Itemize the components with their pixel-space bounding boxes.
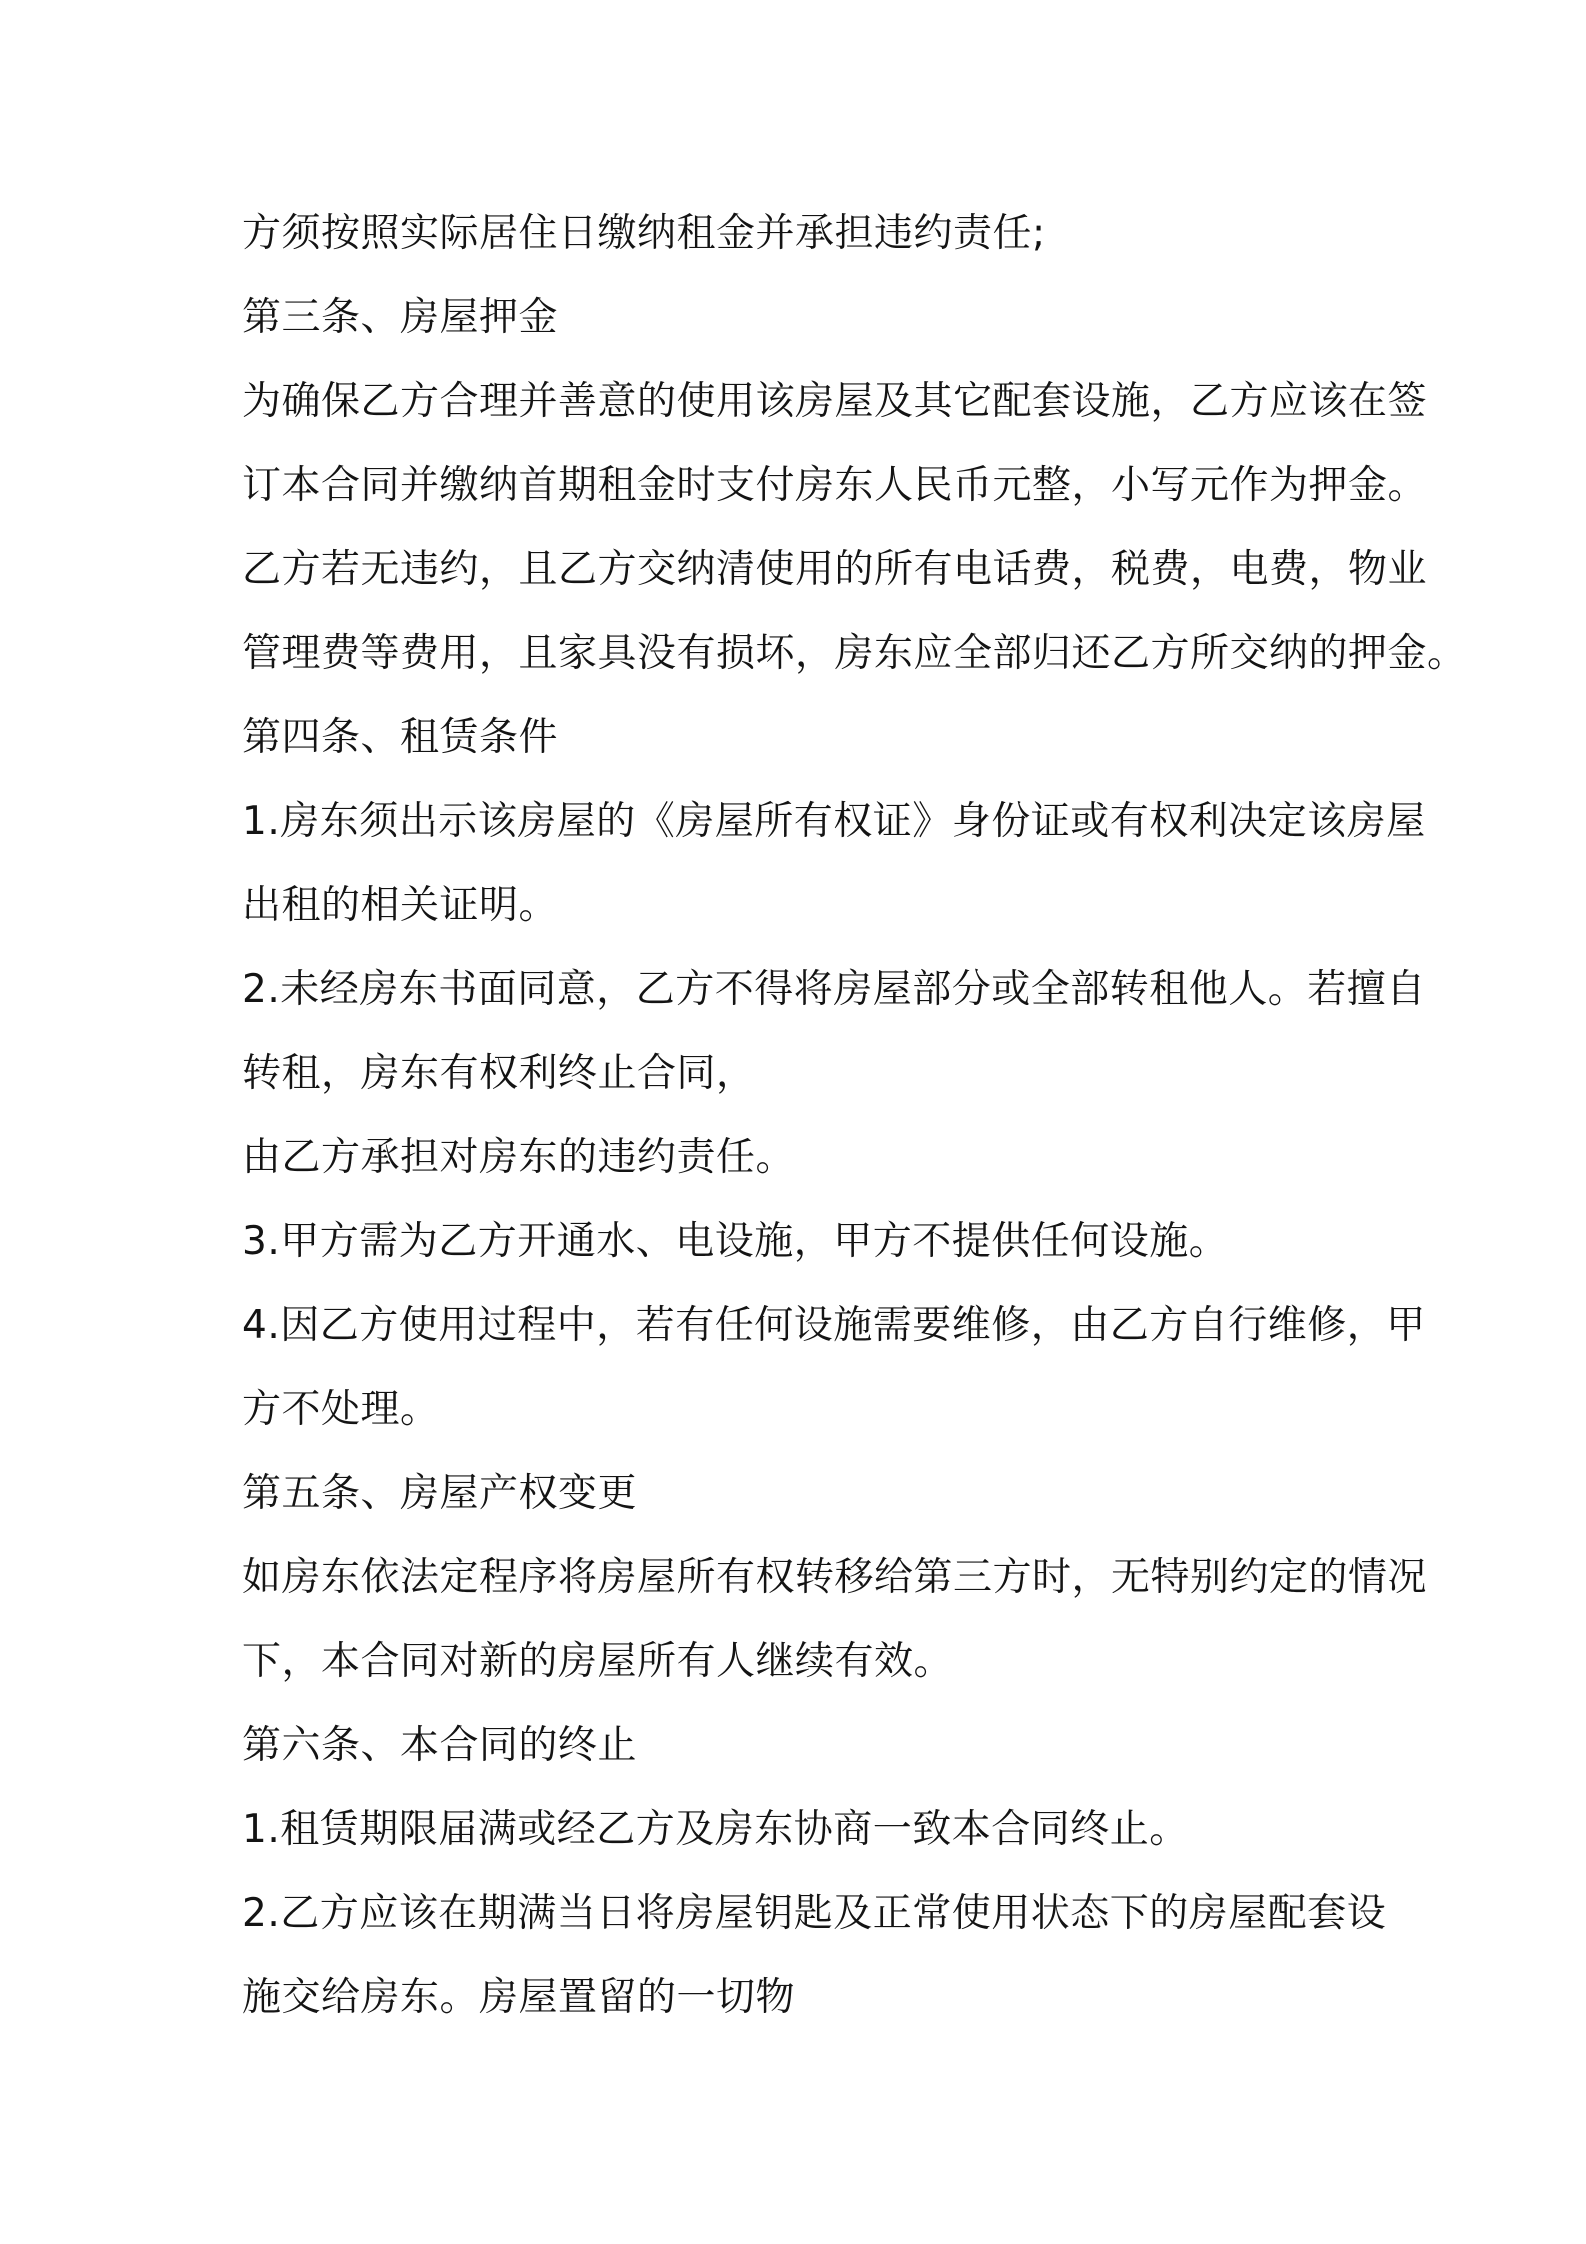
text-line-4: 订本合同并缴纳首期租金时支付房东人民币元整，小写元作为押金。 — [242, 463, 1428, 508]
text-line-18: 下，本合同对新的房屋所有人继续有效。 — [242, 1639, 954, 1684]
section-heading-4: 第四条、租赁条件 — [242, 715, 559, 760]
section-heading-6: 第六条、本合同的终止 — [242, 1723, 638, 1768]
text-line-21: 2.乙方应该在期满当日将房屋钥匙及正常使用状态下的房屋配套设 — [242, 1891, 1387, 1936]
text-line-20: 1.租赁期限届满或经乙方及房东协商一致本合同终止。 — [242, 1807, 1189, 1852]
text-line-1: 方须按照实际居住日缴纳租金并承担违约责任; — [242, 211, 1046, 256]
text-line-11: 转租，房东有权利终止合同， — [242, 1051, 756, 1096]
text-line-14: 4.因乙方使用过程中，若有任何设施需要维修，由乙方自行维修，甲 — [242, 1303, 1426, 1348]
text-line-5: 乙方若无违约，且乙方交纳清使用的所有电话费，税费，电费，物业 — [242, 547, 1428, 592]
section-heading-5: 第五条、房屋产权变更 — [242, 1471, 638, 1516]
text-line-10: 2.未经房东书面同意，乙方不得将房屋部分或全部转租他人。若擅自 — [242, 967, 1426, 1012]
text-line-22: 施交给房东。房屋置留的一切物 — [242, 1975, 796, 2020]
text-line-3: 为确保乙方合理并善意的使用该房屋及其它配套设施，乙方应该在签 — [242, 379, 1428, 424]
text-line-15: 方不处理。 — [242, 1387, 440, 1432]
text-line-8: 1.房东须出示该房屋的《房屋所有权证》身份证或有权利决定该房屋 — [242, 799, 1426, 844]
text-line-6: 管理费等费用，且家具没有损坏，房东应全部归还乙方所交纳的押金。 — [242, 631, 1467, 676]
section-heading-3: 第三条、房屋押金 — [242, 295, 559, 340]
text-line-12: 由乙方承担对房东的违约责任。 — [242, 1135, 796, 1180]
text-line-17: 如房东依法定程序将房屋所有权转移给第三方时，无特别约定的情况 — [242, 1555, 1428, 1600]
text-line-9: 出租的相关证明。 — [242, 883, 559, 928]
text-line-13: 3.甲方需为乙方开通水、电设施，甲方不提供任何设施。 — [242, 1219, 1229, 1264]
contract-text-body — [242, 192, 1467, 2040]
